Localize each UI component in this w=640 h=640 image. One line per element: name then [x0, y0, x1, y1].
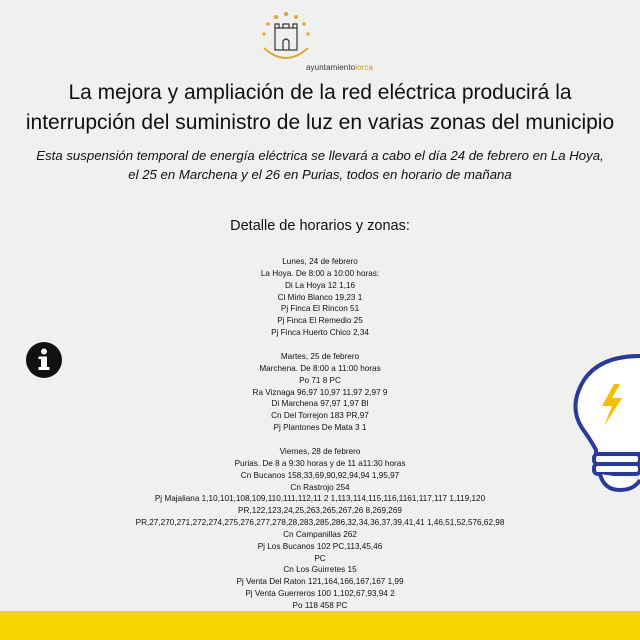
schedule-line: PR,27,270,271,272,274,275,276,277,278,28,283,285,286,32,34,36,37,39,41,41 1,46,51,52,576,62,98: [135, 518, 505, 528]
schedule-line: Di Marchena 97,97 1,97 Bl: [271, 399, 369, 409]
footer-bar: [0, 611, 640, 640]
schedule-line: Pj Finca El Rincon 51: [280, 304, 360, 314]
schedule-line: Di La Hoya 12 1,16: [284, 280, 356, 290]
schedule-line: Pj Los Bucanos 102 PC,113,45,46: [257, 541, 383, 551]
schedule-line: Ra Viznaga 96,97 10,97 11,97 2,97 9: [252, 387, 388, 397]
schedule-line: Cn Rastrojo 254: [290, 482, 350, 492]
schedule-line: Pj Venta Guerreros 100 1,102,67,93,94 2: [245, 589, 395, 599]
subtitle: [0, 146, 640, 184]
schedule-line: Marchena. De 8:00 a 11:00 horas: [259, 363, 381, 373]
schedule-line: Cl Mirlo Blanco 19,23 1: [277, 292, 363, 302]
schedule-line: PC: [314, 553, 326, 563]
schedule-line: Cn Bucanos 158,33,69,90,92,94,94 1,95,97: [240, 470, 400, 480]
schedule-line: La Hoya. De 8:00 a 10:00 horas:: [260, 268, 380, 278]
schedule-line: Pj Finca El Remedio 25: [277, 316, 363, 326]
schedule-line: Cn Campanillas 262: [283, 529, 357, 539]
schedule-line: Po 71 8 PC: [299, 375, 341, 385]
logo-text: ayuntamientolorca: [306, 63, 374, 72]
section-title: Detalle de horarios y zonas:: [230, 218, 410, 234]
schedule-line: Po 118 458 PC: [292, 600, 348, 610]
schedule-line: PR,122,123,24,25,263,265,267,26 8,269,269: [238, 506, 402, 516]
schedule-day-monday: [0, 256, 640, 339]
schedule-line: Pj Plantones De Mata 3 1: [273, 423, 367, 433]
schedule-line: Pj Finca Huerto Chico 2,34: [271, 328, 369, 338]
info-icon: [25, 341, 63, 384]
schedule-line: Pj Venta Del Raton 121,164,166,167,167 1,99: [236, 577, 404, 587]
schedule-line: Purias. De 8 a 9:30 horas y de 11 a11:30 horas: [234, 458, 406, 468]
logo-emblem-icon: [256, 8, 316, 64]
subtitle-line: el 25 en Marchena y el 26 en Purias, todos en horario de mañana: [128, 167, 512, 182]
schedule-line: Lunes, 24 de febrero: [282, 257, 358, 266]
headline: [0, 78, 640, 138]
headline-line: interrupción del suministro de luz en varias zonas del municipio: [25, 111, 615, 134]
schedule-day-tuesday: [0, 351, 640, 434]
schedule-line: Viernes, 28 de febrero: [279, 447, 361, 456]
schedule-day-friday: [0, 446, 640, 612]
logo: [250, 8, 390, 72]
headline-line: La mejora y ampliación de la red eléctrica producirá la: [68, 81, 572, 104]
schedule-line: Martes, 25 de febrero: [280, 352, 360, 361]
lightbulb-icon: [564, 350, 640, 505]
schedule-line: Cn Los Guirretes 15: [283, 565, 357, 575]
schedule-line: Cn Del Torrejon 183 PR,97: [271, 411, 369, 421]
schedule-line: Pj Majaliana 1,10,101,108,109,110,111,112,11 2 1,113,114,115,116,1161,117,117 1,119,120: [154, 494, 486, 504]
subtitle-line: Esta suspensión temporal de energía eléctrica se llevará a cabo el día 24 de febrero en La Hoya,: [36, 148, 604, 163]
